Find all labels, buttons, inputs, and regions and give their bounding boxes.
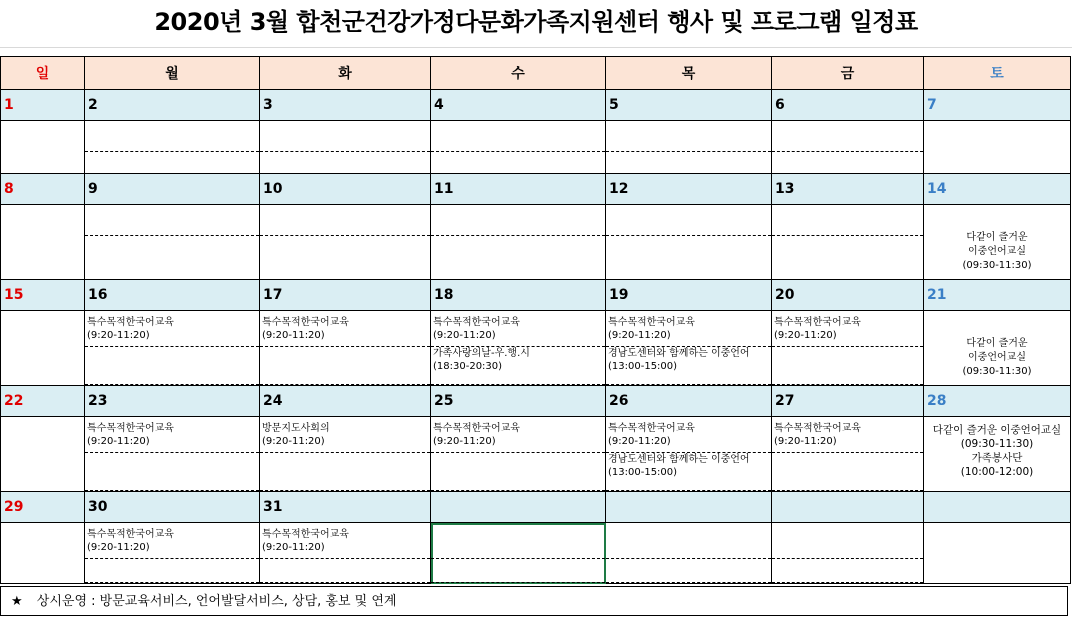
dashed-divider [260, 384, 430, 385]
event-cell-thu[interactable] [606, 417, 772, 492]
event-time: (9:20-11:20) [262, 330, 325, 341]
event-name: 경남도센터와 함께하는 이중언어 [608, 454, 750, 465]
dashed-divider [85, 346, 259, 347]
saturday-event-line: 이중언어교실 [968, 352, 1026, 363]
cell-content [606, 205, 771, 279]
dashed-divider [606, 235, 771, 236]
date-cell-sun[interactable]: 22 [1, 386, 85, 417]
weekday-header-sat[interactable]: 토 [924, 57, 1071, 90]
dashed-divider [772, 384, 923, 385]
event-cell-tue[interactable] [260, 205, 431, 280]
dashed-divider [431, 235, 605, 236]
cell-content [260, 311, 430, 385]
event-name: 특수목적한국어교육 [262, 317, 349, 328]
event-name: 특수목적한국어교육 [87, 317, 174, 328]
event-cell-wed[interactable] [431, 417, 606, 492]
saturday-events [924, 205, 1070, 273]
date-cell-wed[interactable]: 25 [431, 386, 606, 417]
cell-content [1, 417, 84, 491]
dashed-divider [85, 558, 259, 559]
date-cell-mon[interactable]: 2 [85, 90, 260, 121]
dashed-divider [431, 384, 605, 385]
event-entry [774, 316, 921, 342]
cell-content [606, 523, 771, 583]
weekday-header-mon[interactable]: 월 [85, 57, 260, 90]
event-cell-fri[interactable] [772, 523, 924, 584]
event-entry [87, 422, 257, 448]
cell-content [85, 311, 259, 385]
dashed-divider [85, 151, 259, 152]
event-cell-mon[interactable] [85, 311, 260, 386]
saturday-events [924, 311, 1070, 379]
cell-content [260, 205, 430, 279]
event-cell-mon[interactable] [85, 205, 260, 280]
event-cell-tue[interactable] [260, 311, 431, 386]
event-name: 특수목적한국어교육 [774, 317, 861, 328]
event-cell-tue[interactable] [260, 121, 431, 174]
cell-content [772, 311, 923, 385]
cell-content [260, 523, 430, 583]
dashed-divider [85, 384, 259, 385]
saturday-event-line: (09:30-11:30) [962, 260, 1032, 271]
event-cell-thu[interactable] [606, 205, 772, 280]
dashed-divider [85, 235, 259, 236]
date-cell-wed[interactable]: 18 [431, 280, 606, 311]
date-cell-thu[interactable]: 19 [606, 280, 772, 311]
date-row [1, 492, 1071, 523]
event-entry [433, 422, 603, 448]
cell-content [924, 121, 1070, 173]
date-cell-thu[interactable]: 12 [606, 174, 772, 205]
event-name: 특수목적한국어교육 [87, 529, 174, 540]
cell-content [772, 523, 923, 583]
event-time: (9:20-11:20) [433, 436, 496, 447]
date-cell-sat[interactable]: 7 [924, 90, 1071, 121]
cell-content [431, 311, 605, 385]
dashed-divider [85, 452, 259, 453]
event-entry [262, 528, 428, 554]
dashed-divider [606, 558, 771, 559]
saturday-events [924, 523, 1070, 549]
date-cell-mon[interactable]: 23 [85, 386, 260, 417]
cell-content [772, 417, 923, 491]
dashed-divider [772, 151, 923, 152]
dashed-divider [772, 558, 923, 559]
event-time: (9:20-11:20) [774, 436, 837, 447]
cell-content [1, 205, 84, 279]
date-cell-fri[interactable]: 20 [772, 280, 924, 311]
date-cell-mon[interactable]: 30 [85, 492, 260, 523]
event-cell-sun[interactable] [1, 417, 85, 492]
date-row [1, 90, 1071, 121]
cell-content [1, 311, 84, 385]
event-cell-wed[interactable] [431, 121, 606, 174]
event-cell-wed[interactable] [431, 311, 606, 386]
dashed-divider [431, 452, 605, 453]
weekday-header-wed[interactable]: 수 [431, 57, 606, 90]
cell-content [924, 205, 1070, 279]
dashed-divider [431, 558, 605, 559]
date-cell-fri[interactable]: 13 [772, 174, 924, 205]
weekday-header-row [1, 57, 1071, 90]
date-cell-fri[interactable] [772, 492, 924, 523]
event-row [1, 417, 1071, 492]
event-row [1, 311, 1071, 386]
event-cell-sun[interactable] [1, 121, 85, 174]
weekday-header-sun[interactable]: 일 [1, 57, 85, 90]
dashed-divider [772, 582, 923, 583]
event-cell-sun[interactable] [1, 205, 85, 280]
dashed-divider [260, 452, 430, 453]
cell-content [1, 523, 84, 583]
dashed-divider [772, 452, 923, 453]
saturday-events [924, 417, 1070, 479]
event-cell-wed[interactable] [431, 523, 606, 584]
event-time: (9:20-11:20) [433, 330, 496, 341]
title-divider [0, 47, 1072, 48]
event-cell-fri[interactable] [772, 311, 924, 386]
event-cell-sat[interactable] [924, 311, 1071, 386]
event-row [1, 121, 1071, 174]
event-entry [608, 453, 769, 479]
event-name: 방문지도사회의 [262, 423, 330, 434]
date-cell-thu[interactable] [606, 492, 772, 523]
event-cell-mon[interactable] [85, 417, 260, 492]
event-cell-sat[interactable] [924, 121, 1071, 174]
event-cell-fri[interactable] [772, 205, 924, 280]
event-time: (18:30-20:30) [433, 361, 503, 372]
event-entry [262, 422, 428, 448]
dashed-divider [260, 235, 430, 236]
dashed-divider [606, 490, 771, 491]
dashed-divider [260, 346, 430, 347]
saturday-event-line: (09:30-11:30) [960, 438, 1034, 450]
event-time: (9:20-11:20) [262, 542, 325, 553]
event-entry [433, 347, 603, 373]
dashed-divider [772, 235, 923, 236]
event-time: (9:20-11:20) [87, 330, 150, 341]
event-entry [608, 422, 769, 448]
date-cell-tue[interactable]: 31 [260, 492, 431, 523]
cell-content [85, 523, 259, 583]
saturday-event-line: (09:30-11:30) [962, 366, 1032, 377]
cell-content [772, 205, 923, 279]
dashed-divider [260, 490, 430, 491]
event-time: (9:20-11:20) [608, 436, 671, 447]
cell-content [606, 417, 771, 491]
event-cell-sat[interactable] [924, 205, 1071, 280]
saturday-event-line: (10:00-12:00) [960, 466, 1034, 478]
date-row [1, 386, 1071, 417]
date-cell-tue[interactable]: 24 [260, 386, 431, 417]
event-name: 특수목적한국어교육 [608, 317, 695, 328]
saturday-event-line: 다같이 즐거운 [966, 232, 1028, 243]
event-entry [262, 316, 428, 342]
event-entry [87, 528, 257, 554]
cell-content [431, 205, 605, 279]
date-cell-wed[interactable]: 11 [431, 174, 606, 205]
event-cell-mon[interactable] [85, 121, 260, 174]
dashed-divider [85, 490, 259, 491]
event-cell-thu[interactable] [606, 523, 772, 584]
date-cell-sun[interactable]: 29 [1, 492, 85, 523]
cell-content [924, 523, 1070, 583]
event-cell-wed[interactable] [431, 205, 606, 280]
saturday-event-line: 다같이 즐거운 [966, 338, 1028, 349]
date-cell-fri[interactable]: 27 [772, 386, 924, 417]
dashed-divider [772, 346, 923, 347]
event-entry [774, 422, 921, 448]
event-cell-sat[interactable] [924, 417, 1071, 492]
saturday-event-line: 다같이 즐거운 이중언어교실 [932, 424, 1062, 436]
dashed-divider [85, 582, 259, 583]
event-cell-thu[interactable] [606, 121, 772, 174]
saturday-event-line: 가족봉사단 [971, 452, 1023, 464]
dashed-divider [606, 384, 771, 385]
event-row [1, 523, 1071, 584]
dashed-divider [606, 582, 771, 583]
event-cell-fri[interactable] [772, 417, 924, 492]
dashed-divider [431, 582, 605, 583]
event-name: 특수목적한국어교육 [87, 423, 174, 434]
dashed-divider [260, 151, 430, 152]
cell-content [924, 417, 1070, 491]
event-name: 특수목적한국어교육 [433, 423, 520, 434]
dashed-divider [606, 151, 771, 152]
cell-content [924, 311, 1070, 385]
date-cell-sat[interactable]: 28 [924, 386, 1071, 417]
cell-content [85, 121, 259, 173]
date-cell-tue[interactable]: 3 [260, 90, 431, 121]
event-cell-sat[interactable] [924, 523, 1071, 584]
event-time: (13:00-15:00) [608, 467, 678, 478]
cell-content [606, 121, 771, 173]
weekday-header-tue[interactable]: 화 [260, 57, 431, 90]
event-entry [433, 316, 603, 342]
date-cell-tue[interactable]: 17 [260, 280, 431, 311]
event-entry [608, 316, 769, 342]
cell-content [431, 523, 605, 583]
event-cell-tue[interactable] [260, 417, 431, 492]
event-cell-sun[interactable] [1, 523, 85, 584]
saturday-events [924, 121, 1070, 147]
dashed-divider [260, 582, 430, 583]
date-cell-thu[interactable]: 5 [606, 90, 772, 121]
weekday-header-thu[interactable]: 목 [606, 57, 772, 90]
cell-content [431, 121, 605, 173]
cell-content [772, 121, 923, 173]
date-cell-wed[interactable]: 4 [431, 90, 606, 121]
cell-content [260, 121, 430, 173]
event-time: (13:00-15:00) [608, 361, 678, 372]
calendar-table [0, 56, 1071, 584]
event-time: (9:20-11:20) [87, 436, 150, 447]
cell-content [431, 417, 605, 491]
event-cell-thu[interactable] [606, 311, 772, 386]
event-name: 특수목적한국어교육 [608, 423, 695, 434]
event-name: 특수목적한국어교육 [262, 529, 349, 540]
date-cell-thu[interactable]: 26 [606, 386, 772, 417]
event-cell-sun[interactable] [1, 311, 85, 386]
cell-content [606, 311, 771, 385]
date-cell-sat[interactable] [924, 492, 1071, 523]
date-row [1, 280, 1071, 311]
date-cell-wed[interactable] [431, 492, 606, 523]
dashed-divider [260, 558, 430, 559]
footer-note[interactable] [0, 586, 1068, 616]
page-title: 2020년 3월 합천군건강가정다문화가족지원센터 행사 및 프로그램 일정표 [154, 8, 918, 36]
date-cell-sun[interactable]: 8 [1, 174, 85, 205]
event-cell-mon[interactable] [85, 523, 260, 584]
event-name: 경남도센터와 함께하는 이중언어 [608, 348, 750, 359]
event-time: (9:20-11:20) [87, 542, 150, 553]
date-row [1, 174, 1071, 205]
dashed-divider [431, 490, 605, 491]
dashed-divider [772, 490, 923, 491]
event-time: (9:20-11:20) [774, 330, 837, 341]
cell-content [85, 417, 259, 491]
event-time: (9:20-11:20) [608, 330, 671, 341]
event-cell-tue[interactable] [260, 523, 431, 584]
date-cell-sat[interactable]: 21 [924, 280, 1071, 311]
event-name: 가족사랑의날-우.행.시 [433, 348, 530, 359]
dashed-divider [431, 151, 605, 152]
event-name: 특수목적한국어교육 [433, 317, 520, 328]
event-row [1, 205, 1071, 280]
event-name: 특수목적한국어교육 [774, 423, 861, 434]
cell-content [85, 205, 259, 279]
event-time: (9:20-11:20) [262, 436, 325, 447]
saturday-event-line: 이중언어교실 [968, 246, 1026, 257]
date-cell-fri[interactable]: 6 [772, 90, 924, 121]
event-entry [608, 347, 769, 373]
footer-text: 상시운영 : 방문교육서비스, 언어발달서비스, 상담, 홍보 및 연계 [36, 594, 397, 609]
date-cell-sun[interactable]: 1 [1, 90, 85, 121]
date-cell-mon[interactable]: 9 [85, 174, 260, 205]
event-entry [87, 316, 257, 342]
date-cell-mon[interactable]: 16 [85, 280, 260, 311]
cell-content [260, 417, 430, 491]
event-cell-fri[interactable] [772, 121, 924, 174]
date-cell-sun[interactable]: 15 [1, 280, 85, 311]
cell-content [1, 121, 84, 173]
date-cell-sat[interactable]: 14 [924, 174, 1071, 205]
date-cell-tue[interactable]: 10 [260, 174, 431, 205]
star-icon: ★ [11, 594, 23, 609]
weekday-header-fri[interactable]: 금 [772, 57, 924, 90]
